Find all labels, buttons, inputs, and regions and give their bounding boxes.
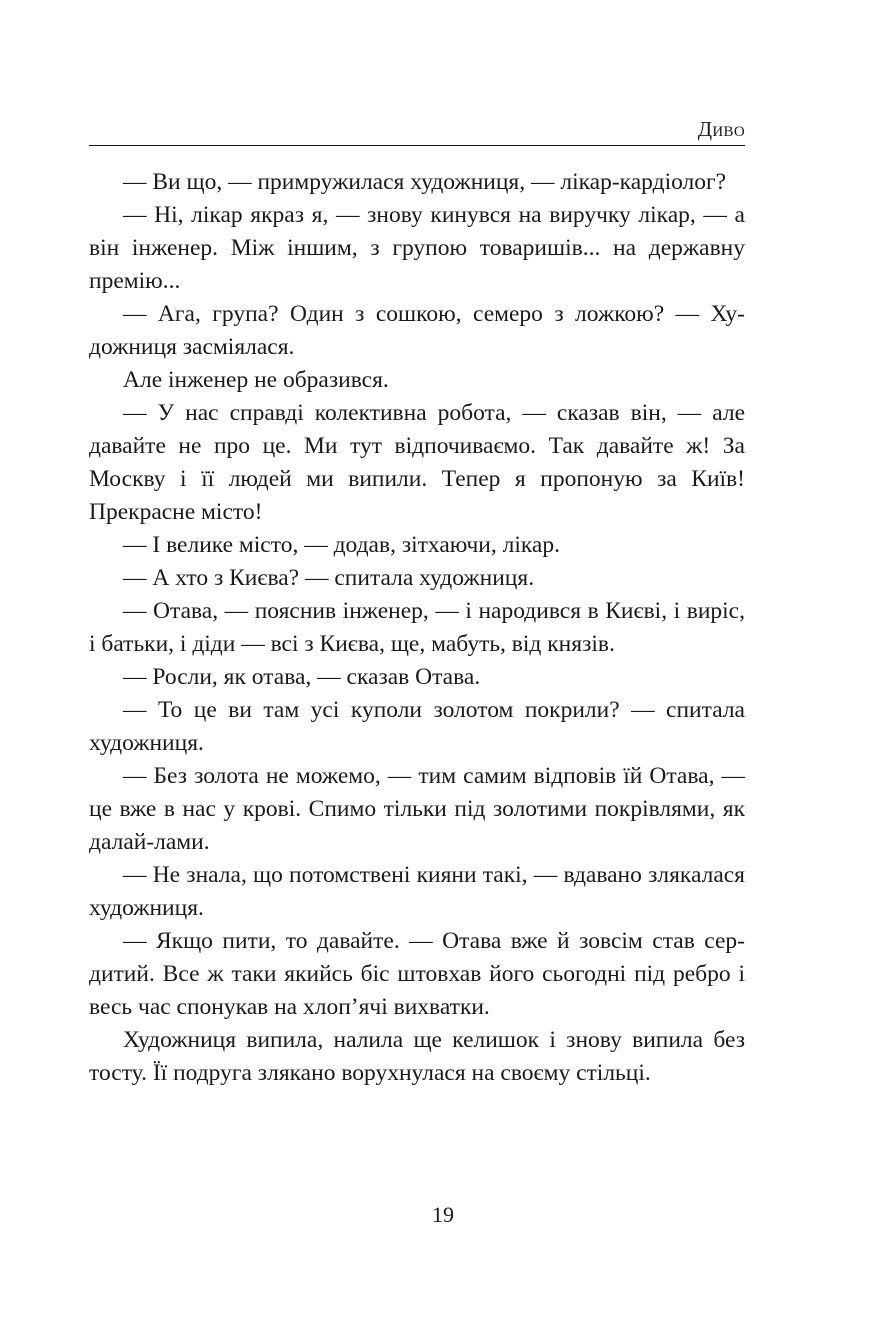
paragraph: — Ви що, — примружилася художниця, — лікар-кардіолог? [123, 169, 727, 195]
body-text [89, 166, 745, 1090]
paragraph: — То це ви там усі куполи золотом покрили? — спитала художниця. [89, 697, 745, 756]
paragraph: Але інженер не образився. [123, 367, 389, 393]
running-head-title: Диво [697, 117, 745, 141]
paragraph: — Без золота не можемо, — тим самим відповів їй Отава, — це вже в нас у крові. Спимо тільки під золотими покрівлями, як далай-лами. [89, 763, 745, 855]
paragraph: — Якщо пити, то давайте. — Отава вже й зовсім став сердитий. Все ж таки якийсь біс штовхав його сьогодні під ребро і весь час спонукав на хлоп’ячі вихватки. [89, 928, 745, 1020]
paragraph: — Росли, як отава, — сказав Отава. [123, 664, 481, 690]
paragraph: — Не знала, що потомствені кияни такі, — вдавано злякалася художниця. [89, 862, 745, 921]
paragraph: — У нас справді колективна робота, — сказав він, — але давайте не про це. Ми тут відпочиваємо. Так давайте ж! За Москву і її людей ми випили. Тепер я пропоную за Київ! Прекрасне місто! [89, 400, 745, 525]
paragraph: — Ні, лікар якраз я, — знову кинувся на виручку лікар, — а він інженер. Між іншим, з групою товаришів... на державну премію... [89, 202, 745, 294]
running-head [89, 116, 745, 146]
paragraph: Художниця випила, налила ще келишок і знову випила без тосту. Її подруга злякано ворухнулася на своєму стільці. [89, 1027, 745, 1086]
paragraph: — Отава, — пояснив інженер, — і народився в Києві, і виріс, і батьки, і діди — всі з Києва, ще, мабуть, від князів. [89, 598, 745, 657]
paragraph: — А хто з Києва? — спитала художниця. [123, 565, 535, 591]
page-number: 19 [432, 1202, 454, 1227]
paragraph: — І велике місто, — додав, зітхаючи, лікар. [123, 532, 560, 558]
paragraph: — Ага, група? Один з сошкою, семеро з ложкою? — Художниця засміялася. [89, 301, 745, 360]
